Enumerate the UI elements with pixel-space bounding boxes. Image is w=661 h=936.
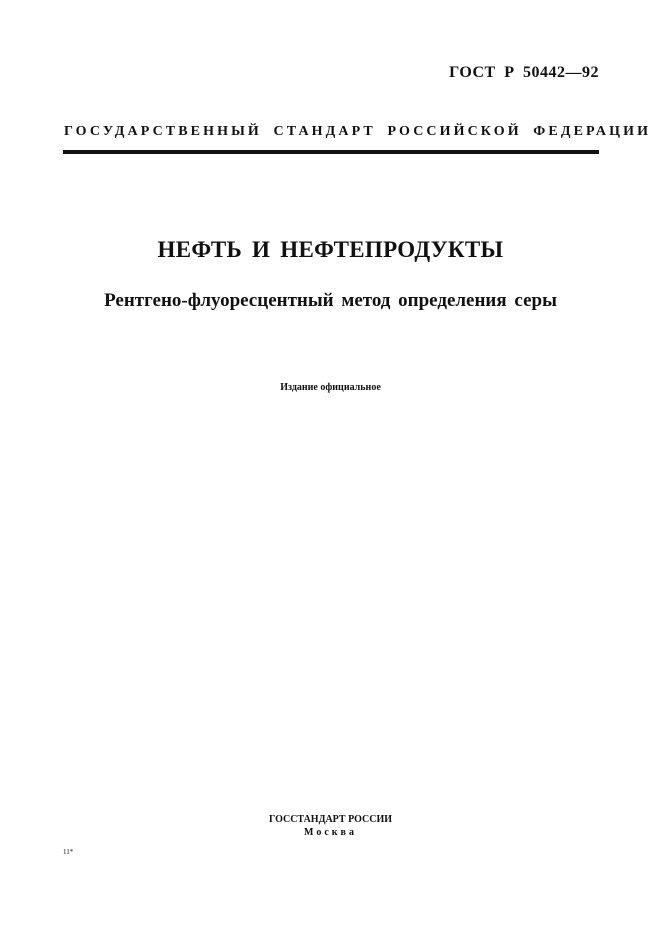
document-number: ГОСТ Р 50442—92 (449, 64, 599, 81)
edition-note: Издание официальное (280, 382, 381, 393)
state-standard-heading: ГОСУДАРСТВЕННЫЙ СТАНДАРТ РОССИЙСКОЙ ФЕДЕРАЦИИ (64, 124, 652, 139)
document-title: НЕФТЬ И НЕФТЕПРОДУКТЫ (157, 237, 504, 262)
page-mark: 11* (63, 848, 74, 856)
publisher: ГОССТАНДАРТ РОССИИ (268, 814, 393, 825)
document-subtitle: Рентгено-флуоресцентный метод определения серы (104, 290, 557, 311)
publication-city: Москва (304, 827, 357, 838)
header-divider (63, 150, 599, 154)
